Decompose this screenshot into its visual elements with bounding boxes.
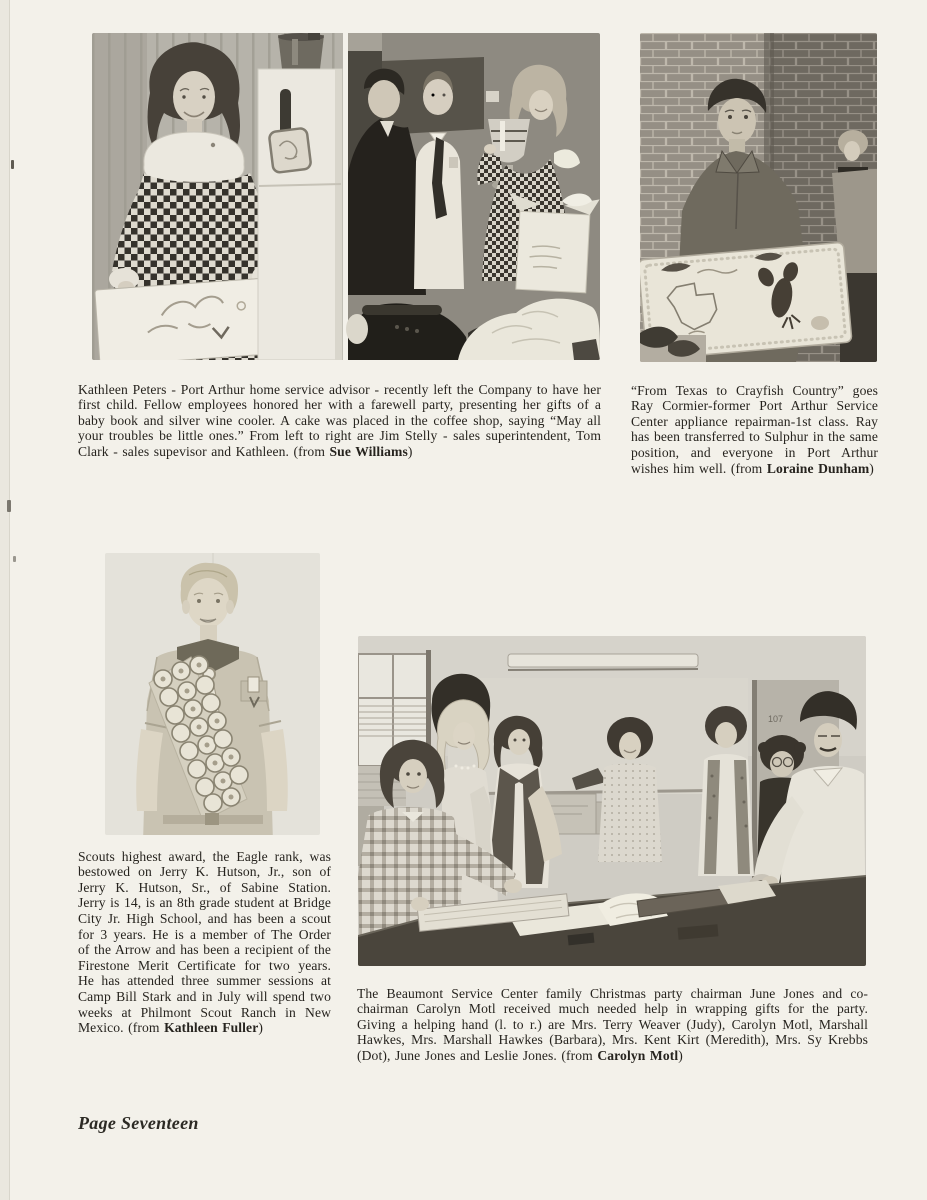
caption-eagle-scout: [78, 849, 331, 1036]
photo-farewell-party: [92, 33, 600, 360]
caption-ray-cormier: [631, 383, 878, 477]
page-number-label: Page Seventeen: [78, 1113, 199, 1133]
photo-christmas-wrapping-art: [358, 636, 866, 966]
caption-farewell-credit: Sue Williams: [329, 443, 408, 459]
caption-christmas-suffix: ): [678, 1047, 683, 1063]
scan-speck: [13, 556, 16, 562]
photo-farewell-party-art: [92, 33, 600, 360]
photo-christmas-wrapping: [358, 636, 866, 966]
caption-christmas-credit: Carolyn Motl: [597, 1047, 679, 1063]
scan-speck: [7, 500, 11, 512]
caption-scout-credit: Kathleen Fuller: [164, 1020, 259, 1036]
scan-speck: [11, 160, 14, 169]
caption-scout-text: Scouts highest award, the Eagle rank, was bestowed on Jerry K. Hutson, Jr., son of Jerry K. Hutson, Sr., of Sabine Station. Jerry is 14, is an 8th grade student at Bridge City Jr. High School, and has been a scout for 3 years. He is a member of The Order of the Arrow and has been a recipient of the Firestone Merit Certificate for two years. He has attended three summer sessions at Camp Bill Stark and in July will spend two weeks at Philmont Scout Ranch in New Mexico. (from: [78, 848, 331, 1036]
photo-ray-cormier-art: [640, 33, 877, 362]
caption-farewell-suffix: ): [407, 443, 413, 459]
caption-christmas-text: The Beaumont Service Center family Christmas party chairman June Jones and co-chairman Carolyn Motl received much needed help in wrapping gifts for the party. Giving a helping hand (l. to r.) are Mrs. Terry Weaver (Judy), Carolyn Motl, Marshall Hawkes, Mrs. Marshall Hawkes (Barbara), Mrs. Kent Kirt (Meredith), Mrs. Sy Krebbs (Dot), June Jones and Leslie Jones. (from: [357, 985, 868, 1063]
page-scan-edge: [0, 0, 10, 1200]
caption-scout-suffix: ): [258, 1020, 263, 1036]
door-number-label: 107: [768, 714, 784, 724]
photo-ray-cormier-cake: [640, 33, 877, 362]
caption-ray-credit: Loraine Dunham: [766, 460, 870, 476]
caption-farewell-party: [78, 382, 601, 460]
caption-ray-text: “From Texas to Crayfish Country” goes Ray Cormier-former Port Arthur Service Center appliance repairman-1st class. Ray has been transferred to Sulphur in the same position, and everyone in Port Arthur wishes him well. (from: [631, 382, 878, 476]
caption-christmas-party: [357, 986, 868, 1064]
photo-eagle-scout-art: [105, 553, 320, 835]
photo-eagle-scout: [105, 553, 320, 835]
caption-ray-suffix: ): [869, 460, 874, 476]
caption-farewell-text: Kathleen Peters - Port Arthur home service advisor - recently left the Company to have her first child. Fellow employees honored her with a farewell party, presenting her gifts of a baby book and silver wine cooler. A cake was placed in the coffee shop, saying “May all your troubles be little ones.” From left to right are Jim Stelly - sales superintendent, Tom Clark - sales supevisor and Kathleen. (from: [78, 381, 601, 459]
